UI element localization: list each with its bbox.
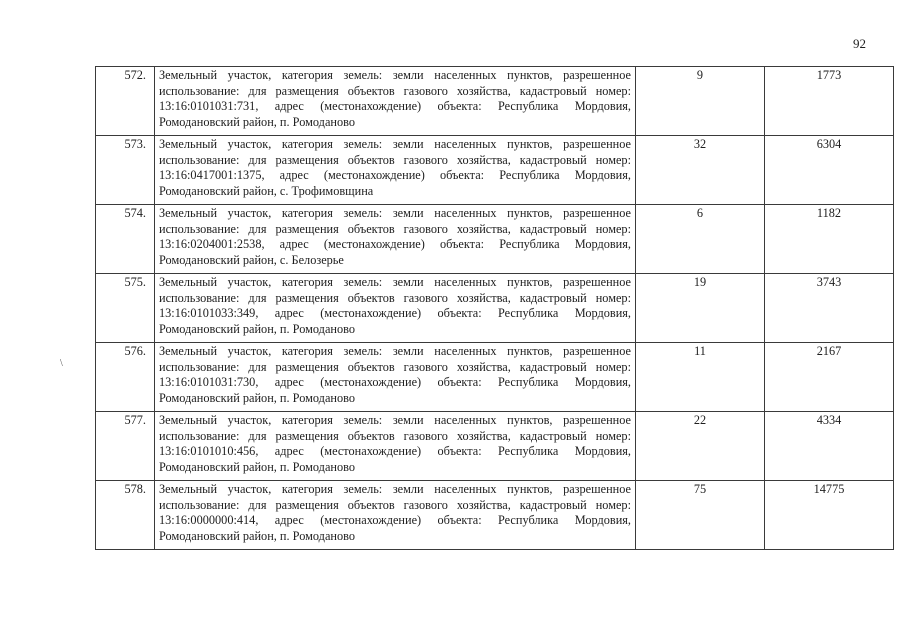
row-number: 574. [96,205,155,274]
plot-area: 75 [636,481,765,550]
row-number: 576. [96,343,155,412]
row-number: 575. [96,274,155,343]
plot-area: 32 [636,136,765,205]
row-number: 572. [96,67,155,136]
plot-value: 4334 [765,412,894,481]
plot-value: 3743 [765,274,894,343]
plot-value: 1182 [765,205,894,274]
plot-description: Земельный участок, категория земель: земли населенных пунктов, разрешенное использование: для размещения объектов газового хозяйства, кадастровый номер: 13:16:0101033:349, адрес (местонахождение) объекта: Республика Мордовия, Ромодановский район, п. Ромоданово [155,274,636,343]
plot-value: 2167 [765,343,894,412]
plot-value: 6304 [765,136,894,205]
table-row [96,274,894,343]
row-number: 573. [96,136,155,205]
plot-description: Земельный участок, категория земель: земли населенных пунктов, разрешенное использование: для размещения объектов газового хозяйства, кадастровый номер: 13:16:0417001:1375, адрес (местонахождение) объекта: Республика Мордовия, Ромодановский район, с. Трофимовщина [155,136,636,205]
plot-description: Земельный участок, категория земель: земли населенных пунктов, разрешенное использование: для размещения объектов газового хозяйства, кадастровый номер: 13:16:0101031:730, адрес (местонахождение) объекта: Республика Мордовия, Ромодановский район, п. Ромоданово [155,343,636,412]
table-row [96,136,894,205]
table-body [96,67,894,550]
table-row [96,67,894,136]
plot-value: 1773 [765,67,894,136]
plot-description: Земельный участок, категория земель: земли населенных пунктов, разрешенное использование: для размещения объектов газового хозяйства, кадастровый номер: 13:16:0101031:731, адрес (местонахождение) объекта: Республика Мордовия, Ромодановский район, п. Ромоданово [155,67,636,136]
table-row [96,205,894,274]
row-number: 578. [96,481,155,550]
plot-area: 19 [636,274,765,343]
plot-area: 22 [636,412,765,481]
row-number: 577. [96,412,155,481]
page-number: 92 [853,36,866,51]
plot-area: 11 [636,343,765,412]
table-row [96,412,894,481]
scan-artifact-mark: \ [60,358,63,369]
plot-area: 9 [636,67,765,136]
plot-area: 6 [636,205,765,274]
plot-description: Земельный участок, категория земель: земли населенных пунктов, разрешенное использование: для размещения объектов газового хозяйства, кадастровый номер: 13:16:0000000:414, адрес (местонахождение) объекта: Республика Мордовия, Ромодановский район, п. Ромоданово [155,481,636,550]
table-row [96,481,894,550]
plot-description: Земельный участок, категория земель: земли населенных пунктов, разрешенное использование: для размещения объектов газового хозяйства, кадастровый номер: 13:16:0101010:456, адрес (местонахождение) объекта: Республика Мордовия, Ромодановский район, п. Ромоданово [155,412,636,481]
plot-description: Земельный участок, категория земель: земли населенных пунктов, разрешенное использование: для размещения объектов газового хозяйства, кадастровый номер: 13:16:0204001:2538, адрес (местонахождение) объекта: Республика Мордовия, Ромодановский район, с. Белозерье [155,205,636,274]
plot-value: 14775 [765,481,894,550]
table-row [96,343,894,412]
land-plots-table [95,66,894,550]
